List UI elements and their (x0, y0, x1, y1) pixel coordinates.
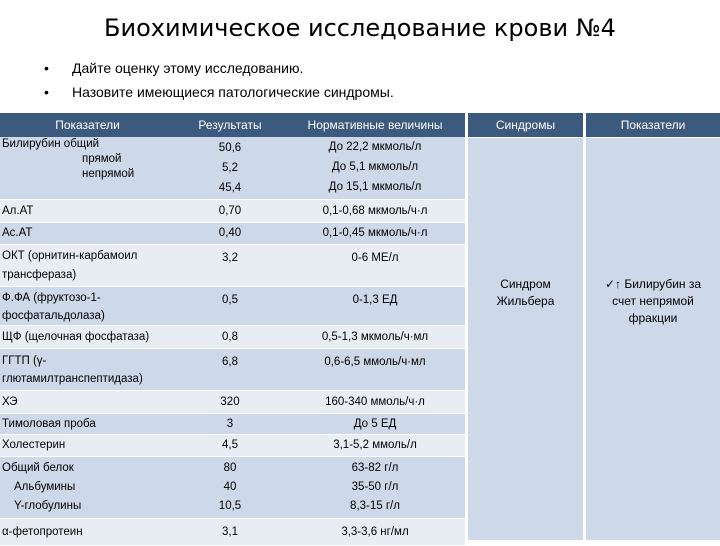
table-row: Ф.ФА (фруктозо-1-фосфатальдолаза) 0,5 0-1,3 ЕД (0, 286, 465, 325)
header-indicators-right: Показатели (586, 113, 720, 137)
table-row: Общий белок Альбумины Υ-глобулины 80 40 10,5 63-82 г/л 35-50 г/л 8,3-15 г/л (0, 456, 465, 518)
bullet-icon: • (44, 60, 49, 76)
table-row: Ас.АТ 0,40 0,1-0,45 мкмоль/ч·л (0, 222, 465, 244)
syndromes-panel (468, 113, 720, 540)
table-row: ХЭ 320 160-340 ммоль/ч·л (0, 390, 465, 413)
indicators-column (586, 138, 720, 540)
table-row: Холестерин 4,5 3,1-5,2 ммоль/л (0, 434, 465, 456)
table-row: Билирубин общий прямой непрямой 50,6 5,2 45,4 До 22,2 мкмоль/л До 5,1 мкмоль/л До 15,1 мкмоль/л (0, 137, 465, 199)
header-norms: Нормативные величины (285, 113, 465, 137)
slide-title: Биохимическое исследование крови №4 (104, 14, 616, 42)
task-item: • Назовите имеющиеся патологические синдромы. (44, 80, 394, 104)
table-row: Ал.АТ 0,70 0,1-0,68 мкмоль/ч·л (0, 199, 465, 222)
task-item: • Дайте оценку этому исследованию. (44, 56, 394, 80)
header-results: Результаты (175, 113, 285, 137)
results-table (0, 113, 465, 546)
table-row: Тимоловая проба 3 До 5 ЕД (0, 413, 465, 434)
table-row: α-фетопротеин 3,1 3,3-3,6 нг/мл (0, 518, 465, 545)
syndrome-indicator: ✓↑ Билирубин за счет непрямой фракции (604, 277, 702, 325)
table-row: ГГТП (γ-глютамилтранспептидаза) 6,8 0,6-6,5 ммоль/ч·мл (0, 348, 465, 390)
header-indicators: Показатели (0, 113, 175, 137)
syndrome-name: Синдром Жильбера (496, 277, 555, 308)
header-syndromes: Синдромы (468, 113, 583, 137)
bullet-icon: • (44, 84, 49, 100)
table-row: ЩФ (щелочная фосфатаза) 0,8 0,5-1,3 мкмоль/ч·мл (0, 325, 465, 348)
table-row: ОКТ (орнитин-карбамоил трансфераза) 3,2 0-6 МЕ/л (0, 244, 465, 286)
syndromes-column (468, 138, 583, 540)
task-list (44, 56, 394, 104)
